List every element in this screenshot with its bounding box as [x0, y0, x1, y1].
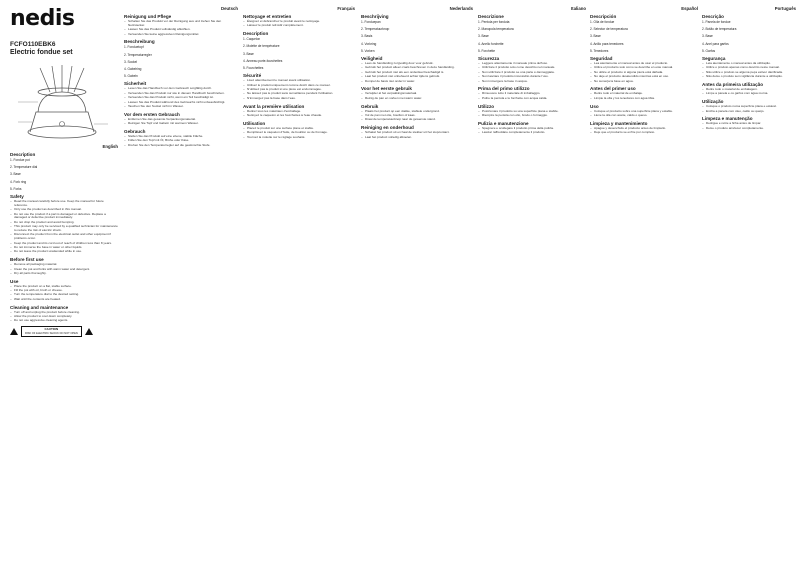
instruction-item: – Leggere attentamente il manuale prima dell'uso.	[478, 62, 586, 66]
instruction-item: – Rimuovere tutto il materiale di imballaggio.	[478, 92, 586, 96]
part-list-item: 3. Base	[478, 34, 489, 39]
instruction-item: – Füllen Sie den Topf mit Öl, Brühe oder Käse.	[124, 139, 238, 143]
part-list-item: 2. Manopola temperatura	[478, 27, 514, 32]
caution-label	[21, 326, 82, 337]
instruction-item: – Verwenden Sie das Produkt nicht, wenn ein Teil beschädigt ist.	[124, 96, 238, 100]
section-heading: Use	[10, 278, 19, 284]
instruction-item: – Utilisez le produit uniquement comme décrit dans ce manuel.	[243, 84, 355, 88]
instruction-item: – Do not leave the product unattended while in use.	[10, 250, 118, 254]
part-list-item: 1. Pentola per fonduta	[478, 20, 510, 24]
section-list	[590, 14, 698, 135]
section-heading: Reiniging en onderhoud	[361, 125, 414, 131]
instruction-item: – Dompel de basis niet onder in water.	[361, 80, 473, 84]
caution-block	[10, 326, 118, 337]
section-list	[702, 14, 796, 131]
section-list	[361, 14, 473, 139]
part-list-item: 3. Basis	[361, 34, 373, 39]
part-list-item: 4. Anello forchette	[478, 41, 504, 46]
section-heading: Beschreibung	[124, 39, 155, 45]
section-heading: Beschrijving	[361, 14, 389, 19]
part-list-item: 3. Base	[10, 172, 21, 177]
part-list-item: 4. Gabelring	[124, 66, 142, 71]
language-heading: Français	[337, 6, 355, 11]
instruction-item: – Tournez la molette sur le réglage souhaité.	[243, 136, 355, 140]
part-list-item: 1. Panela de fondue	[702, 20, 731, 24]
instruction-item: – Não utilize o produto se alguma peça estiver danificada.	[702, 71, 796, 75]
instruction-item: – Stellen Sie das Produkt auf eine ebene, stabile Fläche.	[124, 135, 238, 139]
instruction-item: – Éteignez et débranchez le produit avant le nettoyage.	[243, 20, 355, 24]
instruction-item: – N'immergez pas la base dans l'eau.	[243, 97, 355, 101]
instruction-item: – Lisez attentivement le manuel avant utilisation.	[243, 79, 355, 83]
instruction-item: – Ne laissez pas le produit sans surveillance pendant l'utilisation.	[243, 92, 355, 96]
part-list-item: 5. Tenedores	[590, 48, 609, 53]
instruction-item: – Llene la olla con aceite, caldo o queso.	[590, 114, 698, 118]
instruction-item: – Deje que el producto se enfríe por completo.	[590, 131, 698, 135]
instruction-item: – Dry all parts thoroughly.	[10, 272, 118, 276]
instruction-item: – Verwenden Sie keine aggressiven Reinigungsmittel.	[124, 33, 238, 37]
instruction-item: – Keep the product and its cord out of reach of children less than 8 years.	[10, 242, 118, 246]
section-list	[478, 14, 586, 135]
part-list-item: 4. Anel para garfos	[702, 41, 729, 46]
section-heading: Nettoyage et entretien	[243, 14, 292, 19]
section-heading: Gebruik	[361, 103, 379, 109]
part-list-item: 1. Fonduetopf	[124, 45, 144, 50]
instruction-item: – Nettoyez le caquelon et les fourchettes à l'eau chaude.	[243, 114, 355, 118]
instruction-item: – Pulire la pentola e le forchette con acqua calda.	[478, 97, 586, 101]
instruction-item: – Spegnere e scollegare il prodotto prima della pulizia.	[478, 127, 586, 131]
section-heading: Sécurité	[243, 73, 262, 79]
part-list-item: 5. Gabeln	[124, 74, 138, 79]
instruction-item: – Draai de temperatuurknop naar de gewenste stand.	[361, 118, 473, 122]
instruction-item: – Reinig de pan en vorken met warm water.	[361, 97, 473, 101]
section-heading: Vor dem ersten Gebrauch	[124, 111, 180, 117]
column-espanol	[590, 4, 698, 563]
instruction-item: – Limpe a panela e os garfos com água morna.	[702, 92, 796, 96]
instruction-item: – Drehen Sie den Temperaturregler auf die gewünschte Stufe.	[124, 144, 238, 148]
instruction-item: – Turn the temperature dial to the desired setting.	[10, 293, 118, 297]
instruction-item: – Clean the pot and forks with warm water and detergent.	[10, 268, 118, 272]
part-list-item: 4. Anillo para tenedores	[590, 41, 624, 46]
instruction-item: – Non lasciare il prodotto incustodito durante l'uso.	[478, 75, 586, 79]
language-heading: English	[102, 144, 118, 149]
section-list	[243, 14, 355, 139]
section-heading: Descripción	[590, 14, 617, 19]
instruction-item: – Utilizzare il prodotto solo come descritto nel manuale.	[478, 66, 586, 70]
section-heading: Veiligheid	[361, 56, 383, 62]
instruction-item: – Plaats het product op een vlakke, stabiele ondergrond.	[361, 110, 473, 114]
part-list-item: 2. Temperature dial	[10, 165, 38, 170]
instruction-item: – N'utilisez pas le produit si une pièce est endommagée.	[243, 88, 355, 92]
instruction-item: – Retire todo el material de embalaje.	[590, 92, 698, 96]
instruction-item: – Remplissez le caquelon d'huile, de bouillon ou de fromage.	[243, 131, 355, 135]
product-model: FCFO110EBK6	[10, 41, 56, 48]
part-list-item: 5. Fourchettes	[243, 66, 264, 70]
language-heading: Português	[774, 6, 796, 11]
part-list-item: 5. Garfos	[702, 48, 716, 53]
instruction-item: – Placez le produit sur une surface plane et stable.	[243, 127, 355, 131]
part-list-item: 2. Temperatuurknop	[361, 27, 390, 32]
section-heading: Pulizia e manutenzione	[478, 120, 529, 126]
column-portugues	[702, 4, 796, 563]
instruction-item: – Non immergere la base in acqua.	[478, 80, 586, 84]
instruction-item: – Gebruik het product alleen zoals beschreven in deze handleiding.	[361, 66, 473, 70]
part-list-item: 5. Forks	[10, 186, 22, 191]
section-heading: Reinigung und Pflege	[124, 14, 172, 19]
instruction-item: – Schalten Sie das Produkt vor der Reinigung aus und ziehen Sie den Netzstecker.	[124, 20, 238, 28]
instruction-item: – Lasciar raffreddare completamente il prodotto.	[478, 131, 586, 135]
instruction-item: – Leia atentamente o manual antes da utilização.	[702, 62, 796, 66]
section-heading: Uso	[590, 103, 599, 109]
brand-logo: nedis	[10, 6, 75, 31]
part-list-item: 4. Vorkring	[361, 41, 377, 46]
instruction-item: – Coloque el producto sobre una superficie plana y estable.	[590, 110, 698, 114]
instruction-item: – Schakel het product uit en haal de stekker uit het stopcontact.	[361, 131, 473, 135]
language-heading: Italiano	[570, 6, 586, 11]
section-heading: Safety	[10, 194, 24, 200]
instruction-item: – Vul de pan met olie, bouillon of kaas.	[361, 114, 473, 118]
section-heading: Description	[243, 31, 269, 37]
column-nederlands	[361, 4, 473, 563]
section-heading: Utilização	[702, 99, 724, 105]
instruction-item: – Deixe o produto arrefecer completamente.	[702, 127, 796, 131]
section-heading: Limpeza e manutenção	[702, 116, 753, 122]
language-heading: Español	[681, 6, 698, 11]
instruction-item: – Wait until the contents are heated.	[10, 298, 118, 302]
section-heading: Limpieza y mantenimiento	[590, 120, 648, 126]
part-list-item: 3. Base	[702, 34, 713, 39]
part-list-item: 2. Botão de temperatura	[702, 27, 737, 32]
section-list	[10, 152, 118, 323]
section-heading: Voor het eerste gebruik	[361, 86, 412, 92]
part-list-item: 4. Anneau porte-fourchettes	[243, 58, 283, 63]
column-italiano	[478, 4, 586, 563]
part-list-item: 3. Base	[590, 34, 601, 39]
section-heading: Sicherheit	[124, 81, 147, 87]
instruction-item: – Place the product on a flat, stable surface.	[10, 285, 118, 289]
instruction-item: – Remove all packaging material.	[10, 263, 118, 267]
instruction-item: – Tauchen Sie den Sockel nicht in Wasser.	[124, 105, 238, 109]
instruction-item: – Posizionare il prodotto su una superficie piana e stabile.	[478, 110, 586, 114]
section-heading: Antes del primer uso	[590, 86, 636, 92]
instruction-item: – Laat het product niet onbeheerd achter tijdens gebruik.	[361, 75, 473, 79]
instruction-item: – Do not use aggressive cleaning agents.	[10, 319, 118, 323]
instruction-item: – No utilice el producto si alguna pieza está dañada.	[590, 71, 698, 75]
part-list-item: 1. Fonduepan	[361, 20, 381, 24]
column-francais	[243, 4, 355, 563]
part-list-item: 4. Fork ring	[10, 179, 27, 184]
column-deutsch	[124, 4, 238, 563]
instruction-item: – Do not drop the product and avoid bumping.	[10, 221, 118, 225]
language-heading: Nederlands	[449, 6, 473, 11]
instruction-item: – Only use the product as described in this manual.	[10, 208, 118, 212]
section-heading: Description	[10, 152, 36, 157]
caution-title: CAUTION	[44, 327, 59, 332]
fondue-set-illustration	[10, 62, 114, 140]
instruction-item: – Riempire la pentola con olio, brodo o formaggio.	[478, 114, 586, 118]
instruction-item: – Lees de handleiding zorgvuldig door voor gebruik.	[361, 62, 473, 66]
section-heading: Cleaning and maintenance	[10, 304, 69, 310]
instruction-item: – Disconnect the product from the electrical outlet and other equipment if problems occur.	[10, 233, 118, 241]
instruction-item: – Lea atentamente el manual antes de usar el producto.	[590, 62, 698, 66]
section-heading: Seguridad	[590, 56, 613, 62]
instruction-item: – Utilize o produto apenas como descrito neste manual.	[702, 66, 796, 70]
part-list-item: 2. Selector de temperatura	[590, 27, 628, 32]
instruction-item: – Coloque o produto numa superfície plana e estável.	[702, 105, 796, 109]
instruction-item: – Encha a panela com óleo, caldo ou queijo.	[702, 110, 796, 114]
column-english	[10, 4, 118, 563]
instruction-item: – Do not use the product if a part is damaged or defective. Replace a damaged or defective product immediately.	[10, 213, 118, 221]
part-list-item: 5. Vorken	[361, 48, 375, 53]
section-heading: Avant la première utilisation	[243, 103, 305, 109]
part-list-item: 3. Base	[243, 51, 254, 56]
section-heading: Descrizione	[478, 14, 504, 19]
part-list-item: 5. Forchette	[478, 48, 496, 53]
instruction-item: – Apague y desenchufe el producto antes de limpiarlo.	[590, 127, 698, 131]
part-list-item: 2. Molette de température	[243, 44, 280, 49]
instruction-item: – No deje el producto desatendido mientras está en uso.	[590, 75, 698, 79]
section-heading: Before first use	[10, 257, 44, 263]
part-list-item: 3. Sockel	[124, 59, 138, 64]
part-list-item: 2. Temperaturregler	[124, 52, 152, 57]
part-list-item: 1. Fondue pot	[10, 158, 30, 162]
section-heading: Prima del primo utilizzo	[478, 86, 530, 92]
warning-triangle-icon	[85, 328, 93, 335]
instruction-item: – Retirez tous les matériaux d'emballage.	[243, 110, 355, 114]
instruction-item: – Lesen Sie das Handbuch vor dem Gebrauch sorgfältig durch.	[124, 87, 238, 91]
instruction-item: – Gebruik het product niet als een onderdeel beschadigd is.	[361, 71, 473, 75]
instruction-item: – Fill the pot with oil, broth or cheese.	[10, 289, 118, 293]
instruction-item: – Reinigen Sie Topf und Gabeln mit warmem Wasser.	[124, 122, 238, 126]
instruction-item: – Laat het product volledig afkoelen.	[361, 136, 473, 140]
part-list-item: 1. Caquelon	[243, 37, 261, 42]
instruction-item: – Laissez le produit refroidir complètement.	[243, 24, 355, 28]
section-heading: Antes da primeira utilização	[702, 81, 764, 87]
section-heading: Descrição	[702, 14, 724, 19]
section-heading: Sicurezza	[478, 56, 500, 62]
instruction-item: – Utilice el producto solo como se describe en este manual.	[590, 66, 698, 70]
part-list-item: 1. Olla de fondue	[590, 20, 615, 24]
instruction-item: – Read the manual carefully before use. Keep the manual for future reference.	[10, 200, 118, 208]
section-heading: Segurança	[702, 56, 726, 62]
section-heading: Utilisation	[243, 120, 266, 126]
instruction-item: – Verwenden Sie das Produkt nur wie in diesem Handbuch beschrieben.	[124, 92, 238, 96]
instruction-item: – Allow the product to cool down completely.	[10, 315, 118, 319]
instruction-item: – Lassen Sie das Produkt während des Gebrauchs nicht unbeaufsichtigt.	[124, 101, 238, 105]
product-name: Electric fondue set	[10, 49, 73, 56]
instruction-item: – Turn off and unplug the product before cleaning.	[10, 311, 118, 315]
instruction-item: – Do not immerse the base in water or other liquids.	[10, 246, 118, 250]
instruction-item: – Verwijder al het verpakkingsmateriaal.	[361, 92, 473, 96]
instruction-item: – Lassen Sie das Produkt vollständig abkühlen.	[124, 28, 238, 32]
instruction-item: – Desligue e retire a ficha antes de limpar.	[702, 122, 796, 126]
instruction-item: – Entfernen Sie das gesamte Verpackungsmaterial.	[124, 118, 238, 122]
caution-subtitle: RISK OF ELECTRIC SHOCK DO NOT OPEN	[25, 331, 78, 335]
section-heading: Gebrauch	[124, 128, 146, 134]
section-heading: Utilizzo	[478, 103, 495, 109]
instruction-item: – Não deixe o produto sem vigilância durante a utilização.	[702, 75, 796, 79]
instruction-item: – Non utilizzare il prodotto se una parte è danneggiata.	[478, 71, 586, 75]
section-list	[124, 14, 238, 148]
instruction-item: – Retire todo o material de embalagem.	[702, 88, 796, 92]
warning-triangle-icon	[10, 328, 18, 335]
instruction-item: – This product may only be serviced by a qualified technician for maintenance to reduce the risk of electric shock.	[10, 225, 118, 233]
instruction-item: – No sumerja la base en agua.	[590, 80, 698, 84]
instruction-item: – Limpie la olla y los tenedores con agua tibia.	[590, 97, 698, 101]
language-heading: Deutsch	[221, 6, 238, 11]
